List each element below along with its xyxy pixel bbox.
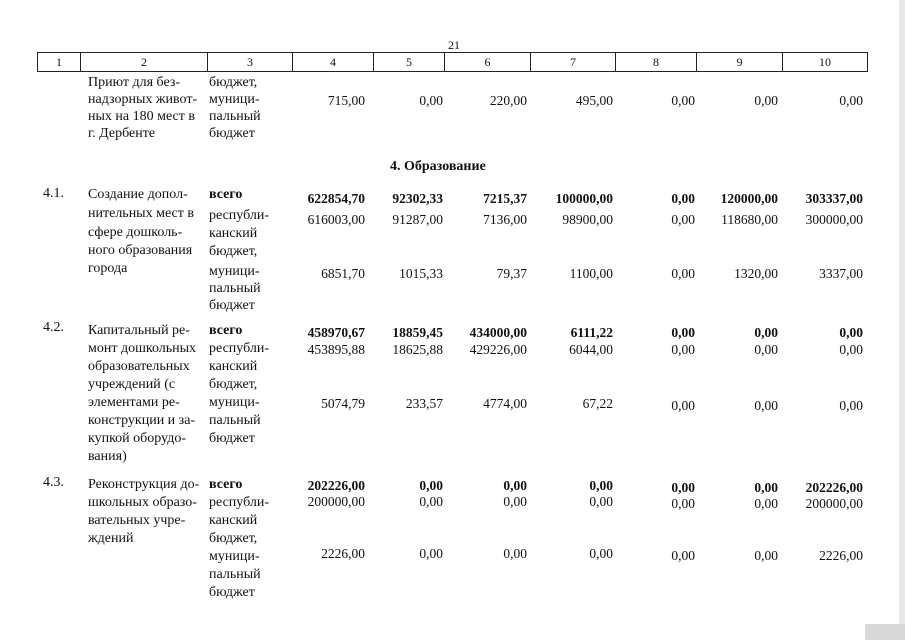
cell-value: 18625,88 — [392, 342, 443, 357]
row-source-line: бюджет, — [209, 531, 258, 546]
row-name-line: надзорных живот- — [88, 92, 198, 107]
cell-value: 458970,67 — [307, 325, 365, 340]
cell-value: 0,00 — [419, 478, 443, 493]
row-name-line: ждений — [88, 531, 134, 546]
cell-value: 118680,00 — [721, 212, 778, 227]
cell-value: 200000,00 — [805, 496, 863, 511]
cell-value: 616003,00 — [307, 212, 365, 227]
cell-value: 2226,00 — [819, 548, 863, 563]
row-name-line: вательных учре- — [88, 513, 186, 528]
col-header-6: 6 — [445, 53, 531, 71]
row-source-line: пальный — [209, 281, 261, 296]
row-source-line: бюджет — [209, 126, 255, 141]
cell-value: 1100,00 — [569, 266, 613, 281]
row-name-line: учреждений (с — [88, 377, 176, 392]
col-header-1: 1 — [38, 53, 81, 71]
cell-value: 1320,00 — [734, 266, 778, 281]
cell-value: 0,00 — [503, 546, 527, 561]
cell-value: 0,00 — [671, 548, 695, 563]
section-title: 4. Образование — [390, 159, 486, 174]
cell-value: 1015,33 — [399, 266, 443, 281]
col-header-9: 9 — [697, 53, 783, 71]
cell-value: 0,00 — [671, 212, 695, 227]
row-source-total: всего — [209, 323, 243, 338]
row-number: 4.3. — [43, 475, 64, 490]
cell-value: 0,00 — [671, 342, 695, 357]
cell-value: 0,00 — [589, 494, 613, 509]
cell-value: 0,00 — [754, 480, 778, 495]
row-name-line: конструкции и за- — [88, 413, 196, 428]
cell-value: 6851,70 — [321, 266, 365, 281]
row-source-line: бюджет — [209, 585, 255, 600]
row-name-line: Реконструкция до- — [88, 477, 200, 492]
cell-value: 0,00 — [419, 494, 443, 509]
cell-value: 0,00 — [754, 548, 778, 563]
row-name-line: вания) — [88, 449, 127, 464]
col-header-10: 10 — [783, 53, 868, 71]
row-source-line: республи- — [209, 341, 269, 356]
cell-value: 100000,00 — [555, 191, 613, 206]
cell-value: 453895,88 — [307, 342, 365, 357]
cell-value: 0,00 — [754, 93, 778, 108]
cell-value: 79,37 — [496, 266, 527, 281]
row-source-line: бюджет, — [209, 75, 258, 90]
cell-value: 6111,22 — [570, 325, 613, 340]
row-source-line: муници- — [209, 395, 260, 410]
column-header-row — [37, 52, 868, 72]
row-name-line: элементами ре- — [88, 395, 180, 410]
cell-value: 18859,45 — [392, 325, 443, 340]
cell-value: 120000,00 — [720, 191, 778, 206]
col-header-7: 7 — [531, 53, 616, 71]
row-name-line: образовательных — [88, 359, 190, 374]
row-name-line: Приют для без- — [88, 75, 181, 90]
col-header-2: 2 — [81, 53, 208, 71]
cell-value: 0,00 — [839, 325, 863, 340]
row-name-line: купкой оборудо- — [88, 431, 187, 446]
row-name-line: ного образования — [88, 243, 193, 258]
row-name-line: Капитальный ре- — [88, 323, 190, 338]
row-source-line: бюджет — [209, 298, 255, 313]
row-source-line: канский — [209, 513, 258, 528]
cell-value: 0,00 — [671, 191, 695, 206]
row-source-line: канский — [209, 226, 258, 241]
cell-value: 495,00 — [575, 93, 613, 108]
row-source-line: пальный — [209, 109, 261, 124]
cell-value: 0,00 — [503, 494, 527, 509]
row-name-line: школьных образо- — [88, 495, 197, 510]
cell-value: 7136,00 — [483, 212, 527, 227]
row-source-line: пальный — [209, 567, 261, 582]
row-name-line: города — [88, 261, 128, 276]
row-source-line: канский — [209, 359, 258, 374]
cell-value: 0,00 — [503, 478, 527, 493]
cell-value: 622854,70 — [307, 191, 365, 206]
cell-value: 67,22 — [582, 396, 613, 411]
col-header-8: 8 — [616, 53, 697, 71]
row-source-line: муници- — [209, 549, 260, 564]
cell-value: 429226,00 — [469, 342, 527, 357]
row-name-line: г. Дербенте — [88, 126, 156, 141]
row-source-line: бюджет, — [209, 377, 258, 392]
cell-value: 0,00 — [419, 546, 443, 561]
cell-value: 0,00 — [671, 325, 695, 340]
row-number: 4.1. — [43, 186, 64, 201]
cell-value: 0,00 — [839, 93, 863, 108]
cell-value: 0,00 — [671, 398, 695, 413]
cell-value: 2226,00 — [321, 546, 365, 561]
col-header-5: 5 — [374, 53, 445, 71]
col-header-3: 3 — [208, 53, 293, 71]
cell-value: 3337,00 — [819, 266, 863, 281]
cell-value: 0,00 — [589, 478, 613, 493]
cell-value: 0,00 — [671, 266, 695, 281]
scan-corner-shadow — [865, 624, 905, 640]
cell-value: 4774,00 — [483, 396, 527, 411]
cell-value: 98900,00 — [562, 212, 613, 227]
row-name-line: монт дошкольных — [88, 341, 197, 356]
cell-value: 6044,00 — [569, 342, 613, 357]
cell-value: 0,00 — [754, 496, 778, 511]
row-number: 4.2. — [43, 320, 64, 335]
scan-edge — [899, 0, 905, 640]
cell-value: 0,00 — [671, 93, 695, 108]
cell-value: 303337,00 — [805, 191, 863, 206]
cell-value: 220,00 — [489, 93, 527, 108]
cell-value: 200000,00 — [307, 494, 365, 509]
row-name-line: сфере дошколь- — [88, 225, 183, 240]
cell-value: 91287,00 — [392, 212, 443, 227]
row-name-line: ных на 180 мест в — [88, 109, 195, 124]
cell-value: 233,57 — [405, 396, 443, 411]
row-source-line: пальный — [209, 413, 261, 428]
cell-value: 0,00 — [419, 93, 443, 108]
cell-value: 434000,00 — [469, 325, 527, 340]
row-source-line: муници- — [209, 92, 260, 107]
cell-value: 715,00 — [327, 93, 365, 108]
row-source-line: республи- — [209, 495, 269, 510]
cell-value: 0,00 — [754, 325, 778, 340]
col-header-4: 4 — [293, 53, 374, 71]
cell-value: 202226,00 — [307, 478, 365, 493]
cell-value: 0,00 — [839, 342, 863, 357]
row-source-total: всего — [209, 477, 243, 492]
row-source-line: бюджет — [209, 431, 255, 446]
cell-value: 0,00 — [671, 480, 695, 495]
cell-value: 0,00 — [754, 398, 778, 413]
cell-value: 5074,79 — [321, 396, 365, 411]
row-source-line: республи- — [209, 208, 269, 223]
cell-value: 0,00 — [671, 496, 695, 511]
page-number: 21 — [448, 38, 460, 52]
row-name-line: Создание допол- — [88, 187, 188, 202]
row-source-line: муници- — [209, 264, 260, 279]
cell-value: 7215,37 — [483, 191, 527, 206]
cell-value: 300000,00 — [805, 212, 863, 227]
cell-value: 92302,33 — [392, 191, 443, 206]
cell-value: 202226,00 — [805, 480, 863, 495]
row-source-line: бюджет, — [209, 244, 258, 259]
row-name-line: нительных мест в — [88, 206, 194, 221]
cell-value: 0,00 — [839, 398, 863, 413]
cell-value: 0,00 — [754, 342, 778, 357]
cell-value: 0,00 — [589, 546, 613, 561]
row-source-total: всего — [209, 187, 243, 202]
